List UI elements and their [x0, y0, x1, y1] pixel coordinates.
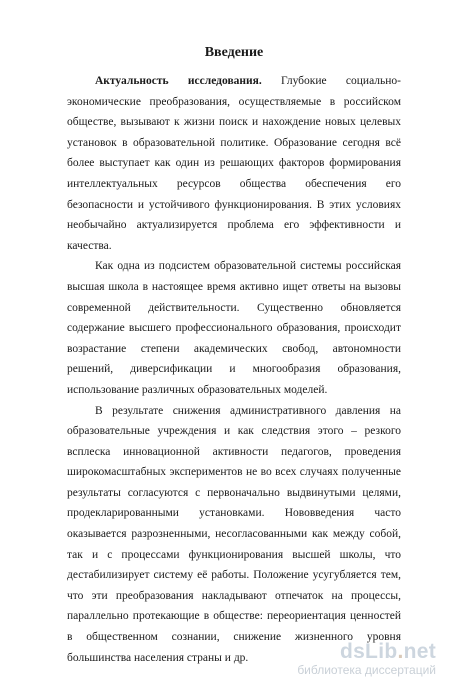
- paragraph-higher-school: Как одна из подсистем образовательной системы российская высшая школа в настоящее время активно ищет ответы на вызовы современной действительности. Существенно обновляется содержание высшего профессионального образования, происходит возрастание степени академических свобод, автономности решений, диверсификации и многообразия образования, использование различных образовательных моделей.: [67, 260, 401, 396]
- watermark-subtitle: библиотека диссертаций: [297, 663, 436, 677]
- watermark-logo: dsLib.net: [339, 640, 436, 663]
- dslib-watermark: [297, 641, 436, 677]
- paragraph-text: Глубокие социально-экономические преобразования, осуществляемые в российском обществе, вызывают к жизни поиск и нахождение новых целевых установок в образовательной политике. Образование сегодня всё более выступает как один из решающих факторов формирования интеллектуальных ресурсов общества обеспечения его безопасности и устойчивого функционирования. В этих условиях необычайно актуализируется проблема его эффективности и качества.: [67, 75, 401, 252]
- paragraph-relevance: [67, 71, 401, 256]
- document-title: Введение: [204, 45, 264, 60]
- document-page: [67, 44, 401, 668]
- paragraph-results: В результате снижения административного давления на образовательные учреждения и как следствия этого – резкого всплеска инновационной активности педагогов, проведения широкомасштабных экспериментов не во всех случаях полученные результаты согласуются с первоначально выдвинутыми целями, продекларированными установками. Нововведения часто оказывается разрозненными, несогласованными как между собой, так и с процессами функционирования высшей школы, что дестабилизирует систему её работы. Положение усугубляется тем, что эти преобразования накладывают отпечаток на процессы, параллельно протекающие в обществе: переориентация ценностей в общественном сознании, снижение жизненного уровня большинства населения страны и др.: [67, 404, 401, 664]
- paragraph-lead: Актуальность исследования.: [95, 75, 262, 87]
